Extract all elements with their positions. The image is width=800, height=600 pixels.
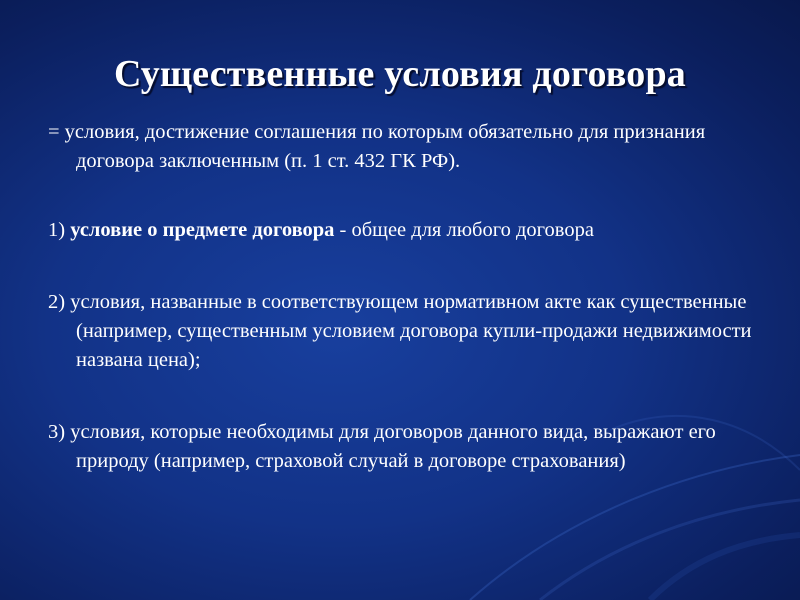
item-number: 1) [48,219,71,241]
list-item [48,216,768,245]
item-text: 2) условия, названные в соответствующем нормативном акте как существенные (например, существенным условием договора купли-продажи недвижимости названа цена); [48,291,752,371]
slide-title: Существенные условия договора [114,53,686,95]
slide-body [48,118,768,519]
list-item [48,418,768,476]
intro-paragraph: = условия, достижение соглашения по которым обязательно для признания договора заключенным (п. 1 ст. 432 ГК РФ). [48,121,706,172]
list-item [48,288,768,375]
item-bold-term: условие о предмете договора [70,219,335,241]
item-text: 3) условия, которые необходимы для договоров данного вида, выражают его природу (например, страховой случай в договоре страхования) [48,421,716,472]
item-text: - общее для любого договора [334,219,594,241]
